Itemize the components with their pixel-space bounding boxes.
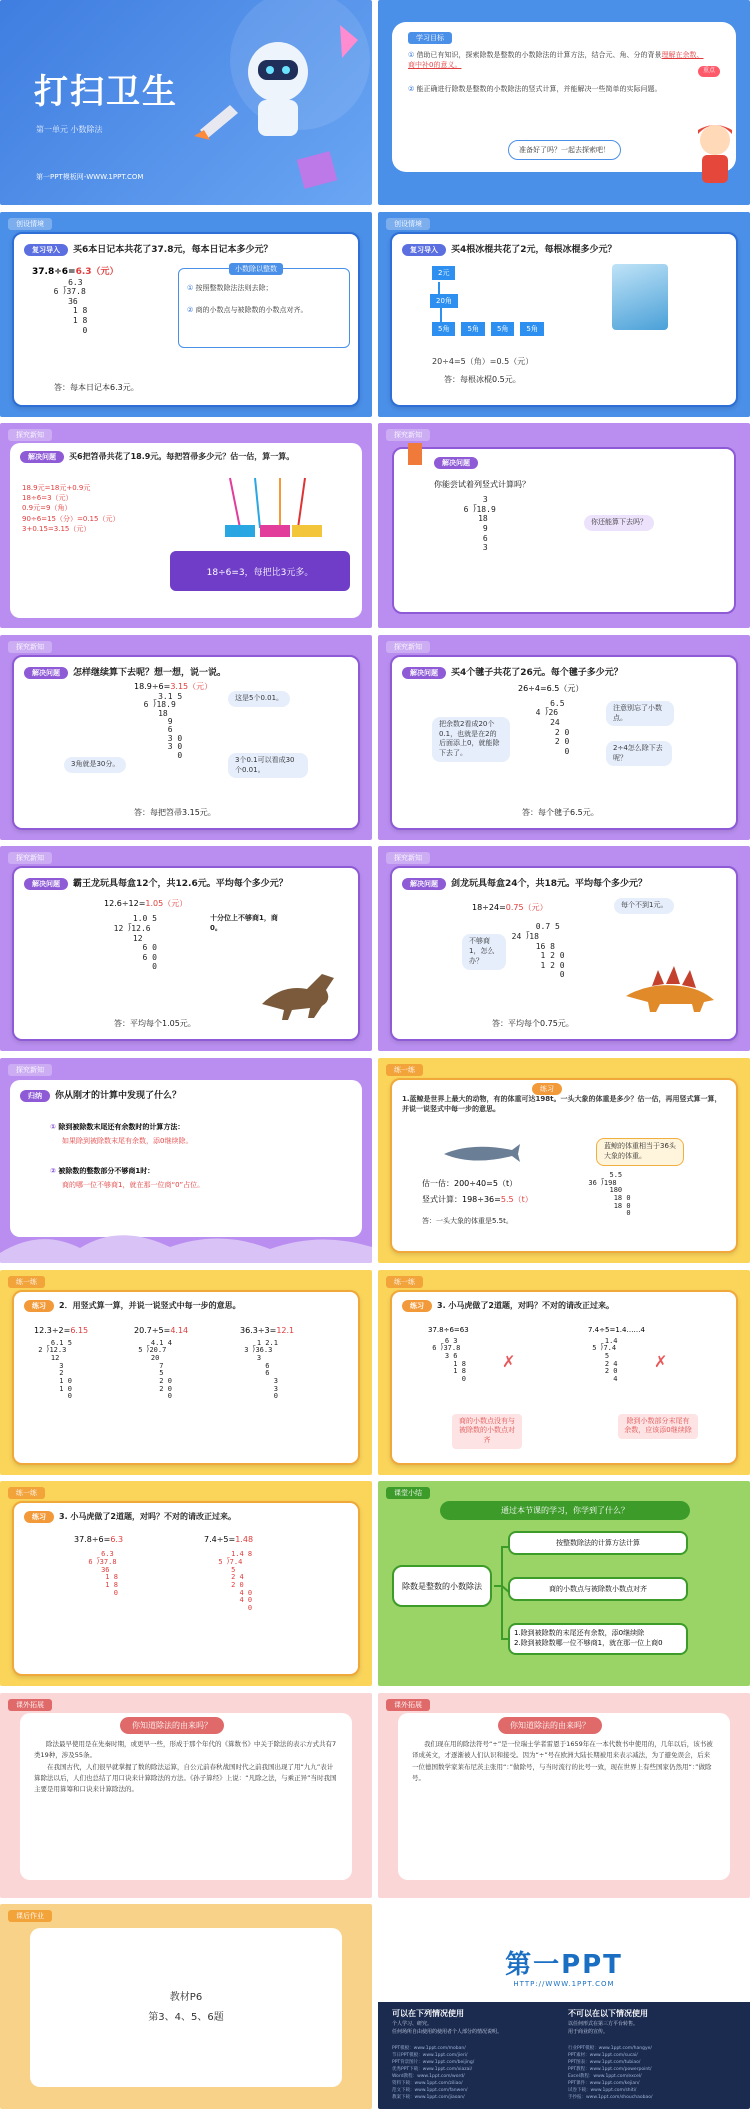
stegosaurus-image <box>620 952 720 1014</box>
division-2: 1.4 5 ⟌7.4 5 2 4 2 0 4 <box>592 1336 618 1383</box>
content-card <box>390 1290 738 1465</box>
hint-bubble: 这是5个0.01。 <box>228 691 290 707</box>
division-1: 6.1 5 2 ⟌12.3 12 3 2 1 0 1 0 0 <box>38 1338 72 1401</box>
hint-bubble: 不够商1，怎么办？ <box>462 934 506 969</box>
hint-text: 十分位上不够商1，商0。 <box>210 914 278 933</box>
slide-11-summary[interactable] <box>0 1058 372 1263</box>
links-left[interactable]: PPT模板：www.1ppt.com/moban/ 节日PPT模板：www.1ppt.com/jieri/ PPT背景图片：www.1ppt.com/beijing/ 优秀PPT下载：www.1ppt.com/xiazai/ Word教程：www.1ppt.com/word/ 资料下载：www.1ppt.com/ziliao/ 范文下载：www.1ppt.com/fanwen/ 教案下载：www.1ppt.com/jiaoan/ <box>392 2046 475 2101</box>
exercise-2: 7.4÷5=1.4……4 <box>588 1325 645 1334</box>
equation: 12.6÷12=1.05（元） <box>104 899 188 909</box>
long-division: 6.5 4 ⟌26 24 2 0 2 0 0 <box>535 698 570 756</box>
slide-tag: 课后作业 <box>8 1910 52 1922</box>
connector <box>440 308 442 322</box>
finding-2-detail: 商的哪一位不够商1，就在那一位商“0”占位。 <box>62 1180 205 1189</box>
equation: 37.8÷6=6.3（元） <box>32 266 119 277</box>
finding-1-detail: 如果除到被除数末尾有余数，添0继续除。 <box>62 1136 193 1145</box>
slide-tag: 探究新知 <box>386 852 430 864</box>
slide-20-copyright[interactable] <box>378 1904 750 2109</box>
summary-point-3: 1.除到被除数的末尾还有余数，添0继续除 2.除到被除数哪一位不够商1，就在那一位上商0 <box>508 1623 688 1655</box>
slide-tag: 练一练 <box>8 1487 45 1499</box>
answer: 答：每根冰棍0.5元。 <box>444 374 521 384</box>
summary-center: 除数是整数的小数除法 <box>392 1565 492 1607</box>
info-footer <box>378 2002 750 2109</box>
summary-point-2: 商的小数点与被除数小数点对齐 <box>508 1577 688 1601</box>
slide-tag: 练一练 <box>8 1276 45 1288</box>
error-note: 除到小数部分末尾有余数，应该添0继续除 <box>618 1414 698 1440</box>
broom-image <box>210 473 340 543</box>
question: 练习 3. 小马虎做了2道题，对吗？不对的请改正过来。 <box>402 1300 726 1312</box>
answer: 答：平均每个0.75元。 <box>492 1019 574 1029</box>
calc: 竖式计算：198÷36=5.5（t） <box>422 1194 533 1204</box>
brand-url[interactable]: HTTP://WWW.1PPT.COM <box>513 1980 615 1989</box>
slide-9-explore[interactable] <box>0 846 372 1051</box>
question: 练习 3. 小马虎做了2道题，对吗？不对的请改正过来。 <box>24 1511 348 1523</box>
long-division: 1.0 5 12 ⟌12.6 12 6 0 6 0 0 <box>113 914 157 972</box>
summary-point-1: 按整数除法的计算方法计算 <box>508 1531 688 1555</box>
robot-body <box>258 100 298 136</box>
slide-15-practice[interactable] <box>0 1481 372 1686</box>
slide-tag: 探究新知 <box>8 852 52 864</box>
content-card <box>20 1713 352 1880</box>
hint-bubble: 把余数2看成20个0.1，也就是在2的后面添上0，就能除下去了。 <box>432 717 510 762</box>
slide-tag: 课外拓展 <box>8 1699 52 1711</box>
connector <box>438 282 440 294</box>
book-card <box>392 447 736 614</box>
question: 归纳 你从刚才的计算中发现了什么？ <box>20 1088 352 1102</box>
slide-tag: 练一练 <box>386 1064 423 1076</box>
allowed-title: 可以在下列情况使用 <box>392 2009 464 2019</box>
equation: 18÷24=0.75（元） <box>472 903 548 913</box>
error-note: 商的小数点没有与被除数的小数点对齐 <box>452 1414 522 1449</box>
popsicle-image <box>612 264 668 330</box>
goal-2: ② 能正确进行除数是整数的小数除法的竖式计算，并能解决一些简单的实际问题。 <box>408 85 662 93</box>
wrong-mark-icon: ✗ <box>502 1351 516 1371</box>
trex-image <box>252 964 342 1020</box>
long-division: 5.5 36 ⟌198 180 18 0 18 0 0 <box>588 1170 631 1218</box>
question: 解决问题 霸王龙玩具每盒12个，共12.6元。平均每个多少元？ <box>24 876 348 890</box>
content-card <box>390 1078 738 1253</box>
hint-bubble: 3角就是30分。 <box>64 757 126 773</box>
estimate: 估一估：200÷40=5（t） <box>422 1178 518 1188</box>
division-2: 1.4 8 5 ⟌7.4 5 2 4 2 0 4 0 4 0 0 <box>218 1550 253 1612</box>
whale-image <box>442 1140 522 1166</box>
step: 18÷6=3（元） <box>22 494 73 503</box>
rule-1: ① 按照整数除法法则去除； <box>187 283 273 292</box>
exercise-1: 37.8÷6=6.3 <box>74 1535 124 1545</box>
slide-12-practice[interactable] <box>378 1058 750 1263</box>
brand-logo: 第一PPT <box>505 1950 623 1981</box>
rule-title: 小数除以整数 <box>229 263 283 275</box>
answer: 答：每把笤帚3.15元。 <box>134 807 216 817</box>
slide-18-extension[interactable] <box>378 1693 750 1898</box>
finding-1: ① 除到被除数末尾还有余数时的计算方法： <box>50 1122 185 1131</box>
answer: 答：一头大象的体重是5.5t。 <box>422 1216 513 1225</box>
content-card <box>10 443 362 618</box>
long-division: 6.3 6 ⟌37.8 36 1 8 1 8 0 <box>53 277 88 335</box>
long-division: 3.1 5 6 ⟌18.9 18 9 6 3 0 3 0 0 <box>143 691 183 760</box>
slide-13-practice[interactable] <box>0 1270 372 1475</box>
part-box: 5角 <box>520 322 543 336</box>
rule-box <box>178 264 350 348</box>
long-division: 0.7 5 24 ⟌18 16 8 1 2 0 1 2 0 0 <box>511 922 565 980</box>
slide-tag: 创设情境 <box>386 218 430 230</box>
slide-tag: 课堂小结 <box>386 1487 430 1499</box>
forbidden-title: 不可以在以下情况使用 <box>568 2009 648 2019</box>
slide-tag: 探究新知 <box>8 429 52 441</box>
question: 解决问题 剑龙玩具每盒24个，共18元。平均每个多少元？ <box>402 876 726 890</box>
exercise-2: 20.7÷5=4.14 <box>134 1325 189 1335</box>
answer: 答：每个毽子6.5元。 <box>522 807 599 817</box>
step: 0.9元=9（角） <box>22 504 72 513</box>
slide-8-explore[interactable] <box>378 635 750 840</box>
question: 你能尝试着列竖式计算吗？ <box>434 480 530 490</box>
student-illustration <box>690 120 740 190</box>
wrong-mark-icon: ✗ <box>654 1351 668 1371</box>
slide-17-extension[interactable] <box>0 1693 372 1898</box>
slide-19-homework[interactable] <box>0 1904 372 2109</box>
hint-bubble: 你还能算下去吗？ <box>584 515 654 531</box>
label: 练习 <box>532 1076 567 1095</box>
equation: 20÷4=5（角）=0.5（元） <box>432 356 534 366</box>
extension-banner: 你知道除法的由来吗？ <box>498 1717 602 1734</box>
slide-16-summary[interactable] <box>378 1481 750 1686</box>
question: 解决问题 买4个毽子共花了26元。每个毽子多少元？ <box>402 665 726 679</box>
finding-2: ② 被除数的整数部分不够商1时： <box>50 1166 155 1175</box>
question: 练习 2．用竖式算一算，并说一说竖式中每一步的意思。 <box>24 1300 348 1312</box>
division-3: 1 2.1 3 ⟌36.3 3 6 6 3 3 0 <box>244 1338 278 1401</box>
prompt-bubble: 准备好了吗？一起去探索吧！ <box>508 140 621 160</box>
homework-book: 教材P6 <box>169 1992 203 2004</box>
extension-text: 我们现在用的除法符号“÷”是一位瑞士学者雷恩于1659年在一本代数书中使用的，几年以后，该书被译成英文，才逐渐被人们认识和接受。因为“÷”号在欧洲大陆长期被用来表示减法，为了避免误会，后来一位德国数学家莱布尼茨主张用“：”做除号，与当时流行的比号一致，现在世界上有些国家仍然用“：”做除号。 <box>412 1739 713 1782</box>
connector-lines <box>494 1541 510 1651</box>
box-2yuan: 2元 <box>432 266 455 280</box>
slide-tag: 探究新知 <box>8 1064 52 1076</box>
slide-tag: 探究新知 <box>386 429 430 441</box>
part-box: 5角 <box>461 322 484 336</box>
division-1: 6.3 6 ⟌37.8 36 1 8 1 8 0 <box>88 1550 118 1597</box>
slide-tag: 学习目标 <box>408 32 452 44</box>
part-box: 5角 <box>432 322 455 336</box>
slide-5-explore[interactable] <box>0 423 372 628</box>
steps <box>22 483 162 534</box>
exercise-1: 12.3÷2=6.15 <box>34 1325 89 1335</box>
rule-2: ② 商的小数点与被除数的小数点对齐。 <box>187 305 308 314</box>
question: 解决问题 怎样继续算下去呢？想一想，说一说。 <box>24 665 348 679</box>
slide-10-explore[interactable] <box>378 846 750 1051</box>
hint-bubble: 2÷4怎么除下去呢？ <box>606 741 672 767</box>
answer: 答：平均每个1.05元。 <box>114 1019 196 1029</box>
step: 18.9元=18元+0.9元 <box>22 484 91 493</box>
exercise-1: 37.8÷6=63 <box>428 1325 469 1334</box>
slide-tag: 探究新知 <box>386 641 430 653</box>
box-20jiao: 20角 <box>430 294 458 308</box>
key-badge: 重点 <box>698 66 720 77</box>
question: 解决问题 买6把笤帚共花了18.9元。每把笤帚多少元？估一估，算一算。 <box>20 451 352 463</box>
part-box: 5角 <box>491 322 514 336</box>
division-1: 6 3 6 ⟌37.8 3 6 1 8 1 8 0 <box>432 1336 466 1383</box>
cloud-decor <box>0 1223 372 1263</box>
label-pill: 解决问题 <box>20 451 64 463</box>
slide-tag: 探究新知 <box>8 641 52 653</box>
homework-items: 第3、4、5、6题 <box>148 2012 224 2024</box>
slide-tag: 创设情境 <box>8 218 52 230</box>
forbidden-list: 以任何形式在第三方平台转售。 用于商业的宣传。 <box>568 2021 639 2036</box>
hint-bubble: 蓝鲸的体重相当于36头大象的体重。 <box>596 1138 684 1166</box>
answer: 答：每本日记本6.3元。 <box>54 382 139 392</box>
bookmark-icon <box>408 443 422 465</box>
slide-4-review[interactable] <box>378 212 750 417</box>
content-card <box>12 232 360 407</box>
question: 复习导入 买4根冰棍共花了2元，每根冰棍多少元？ <box>402 242 726 256</box>
content-card <box>12 866 360 1041</box>
hint-bubble: 每个不到1元。 <box>614 898 674 914</box>
slide-2-goals[interactable] <box>378 0 750 205</box>
hint-bubble: 3个0.1可以看成30个0.01。 <box>228 753 308 779</box>
long-division: 3 6 ⟌18.9 18 9 6 3 <box>463 495 496 553</box>
equation: 26÷4=6.5（元） <box>518 683 584 693</box>
division-2: 4.1 4 5 ⟌20.7 20 7 5 2 0 2 0 0 <box>138 1338 172 1401</box>
slide-6-explore[interactable] <box>378 423 750 628</box>
lesson-subtitle: 第一单元 小数除法 <box>36 125 103 134</box>
label-pill: 复习导入 <box>402 244 446 256</box>
label: 解决问题 <box>434 457 724 469</box>
extension-banner: 你知道除法的由来吗？ <box>120 1717 224 1734</box>
question: 复习导入 买6本日记本共花了37.8元，每本日记本多少元？ <box>24 242 348 256</box>
slide-1-title[interactable] <box>0 0 372 205</box>
step: 3+0.15=3.15（元） <box>22 524 91 533</box>
content-card <box>398 1713 730 1880</box>
parts-row <box>432 322 544 336</box>
content-card <box>390 232 738 407</box>
content-card <box>12 655 360 830</box>
site-footer[interactable]: 第一PPT模板网-WWW.1PPT.COM <box>36 173 144 181</box>
content-card <box>390 655 738 830</box>
goal-1: ① 借助已有知识，探索除数是整数的小数除法的计算方法，结合元、角、分的背景理解在余数、商中补0的意义。 重点 <box>408 50 708 70</box>
extension-text: 除法最早使用是在先秦时期，或更早一些，形成于那个年代的《算数书》中关于除法的表示方式共有7类19种，涉及55条。 在我国古代，人们很早就掌握了数的除法运算，自公元前春秋战国时代之前我国出现了用“九九”表计算除法以后，人们也总结了用口诀来计算除法的方法。《孙子算经》上说：“凡除之法，与乘正异”当时我国主要是用算筹和口诀来计算除法的。 <box>34 1739 337 1794</box>
exercise-2: 7.4÷5=1.48 <box>204 1535 254 1545</box>
label-pill: 复习导入 <box>24 244 68 256</box>
exercise-3: 36.3÷3=12.1 <box>240 1325 295 1335</box>
content-card <box>12 1501 360 1676</box>
summary-banner: 通过本节课的学习，你学到了什么？ <box>440 1501 690 1520</box>
content-card <box>10 1080 362 1237</box>
allowed-list: 个人学习、研究。 任何场所自由使用的使用者个人部分的情况说明。 <box>392 2021 503 2036</box>
estimate-box: 18÷6=3，每把比3元多。 <box>170 551 350 591</box>
lesson-title: 打扫卫生 <box>34 72 178 112</box>
hint-bubble: 注意别忘了小数点。 <box>606 701 674 727</box>
content-card <box>390 866 738 1041</box>
content-card <box>12 1290 360 1465</box>
slide-tag: 练一练 <box>386 1276 423 1288</box>
question: 1.蓝鲸是世界上最大的动物，有的体重可达198t。一头大象的体重是多少？估一估，再用竖式算一算，并说一说竖式中每一步的意思。 <box>402 1094 722 1114</box>
slide-3-review[interactable] <box>0 212 372 417</box>
links-right[interactable]: 行业PPT模板：www.1ppt.com/hangye/ PPT素材：www.1ppt.com/sucai/ PPT图表：www.1ppt.com/tubiao/ PPT教程：www.1ppt.com/powerpoint/ Excel教程：www.1ppt.com/excel/ PPT课件：www.1ppt.com/kejian/ 试卷下载：www.1ppt.com/shiti/ 手抄报：www.1ppt.com/shouchaobao/ <box>568 2046 653 2101</box>
equation: 18.9÷6=3.15（元） <box>134 681 213 691</box>
slide-tag: 课外拓展 <box>386 1699 430 1711</box>
slide-14-practice[interactable] <box>378 1270 750 1475</box>
content-card <box>30 1928 342 2087</box>
slide-7-explore[interactable] <box>0 635 372 840</box>
step: 90÷6=15（分）=0.15（元） <box>22 514 120 523</box>
